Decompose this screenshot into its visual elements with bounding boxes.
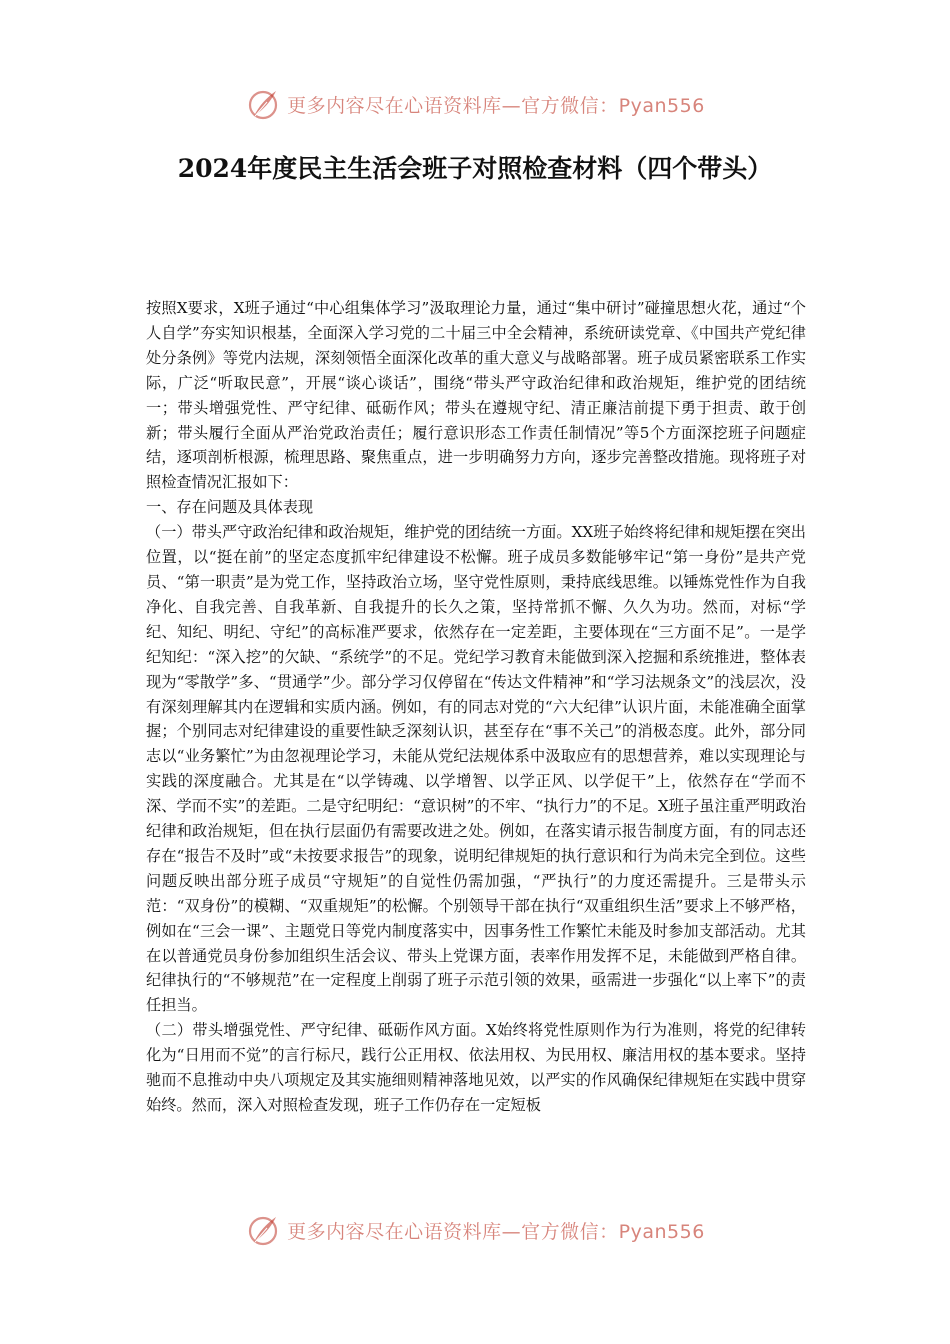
watermark-text: 更多内容尽在心语资料库—官方微信：Pyan556: [287, 1220, 705, 1243]
quill-logo-icon: [245, 1212, 281, 1248]
document-body: [146, 296, 806, 1118]
watermark-header: [0, 84, 950, 124]
watermark-text: 更多内容尽在心语资料库—官方微信：Pyan556: [287, 94, 705, 117]
document-title: 2024年度民主生活会班子对照检查材料（四个带头）: [177, 154, 773, 183]
quill-logo-icon: [245, 86, 281, 122]
section-heading: 一、存在问题及具体表现: [146, 498, 314, 517]
body-paragraph: （二）带头增强党性、严守纪律、砥砺作风方面。X始终将党性原则作为行为准则，将党的纪律转化为“日用而不觉”的言行标尺，践行公正用权、依法用权、为民用权、廉洁用权的基本要求。坚持驰而不息推动中央八项规定及其实施细则精神落地见效，以严实的作风确保纪律规矩在实践中贯穿始终。然而，深入对照检查发现，班子工作仍存在一定短板: [146, 1021, 806, 1114]
intro-paragraph: 按照X要求，X班子通过“中心组集体学习”汲取理论力量，通过“集中研讨”碰撞思想火花，通过“个人自学”夯实知识根基，全面深入学习党的二十届三中全会精神，系统研读党章、《中国共产党纪律处分条例》等党内法规，深刻领悟全面深化改革的重大意义与战略部署。班子成员紧密联系工作实际，广泛“听取民意”，开展“谈心谈话”，围绕“带头严守政治纪律和政治规矩，维护党的团结统一；带头增强党性、严守纪律、砥砺作风；带头在遵规守纪、清正廉洁前提下勇于担责、敢于创新；带头履行全面从严治党政治责任；履行意识形态工作责任制情况”等5个方面深挖班子问题症结，逐项剖析根源，梳理思路、聚焦重点，进一步明确努力方向，逐步完善整改措施。现将班子对照检查情况汇报如下：: [146, 299, 806, 492]
watermark-footer: [0, 1210, 950, 1250]
body-paragraph: （一）带头严守政治纪律和政治规矩，维护党的团结统一方面。XX班子始终将纪律和规矩摆在突出位置，以“挺在前”的坚定态度抓牢纪律建设不松懈。班子成员多数能够牢记“第一身份”是共产党员、“第一职责”是为党工作，坚持政治立场，坚守党性原则，秉持底线思维。以锤炼党性作为自我净化、自我完善、自我革新、自我提升的长久之策，坚持常抓不懈、久久为功。然而，对标“学纪、知纪、明纪、守纪”的高标准严要求，依然存在一定差距，主要体现在“三方面不足”。一是学纪知纪：“深入挖”的欠缺、“系统学”的不足。党纪学习教育未能做到深入挖掘和系统推进，整体表现为“零散学”多、“贯通学”少。部分学习仅停留在“传达文件精神”和“学习法规条文”的浅层次，没有深刻理解其内在逻辑和实质内涵。例如，有的同志对党的“六大纪律”认识片面，未能准确全面掌握；个别同志对纪律建设的重要性缺乏深刻认识，甚至存在“事不关己”的消极态度。此外，部分同志以“业务繁忙”为由忽视理论学习，未能从党纪法规体系中汲取应有的思想营养，难以实现理论与实践的深度融合。尤其是在“以学铸魂、以学增智、以学正风、以学促干”上，依然存在“学而不深、学而不实”的差距。二是守纪明纪：“意识树”的不牢、“执行力”的不足。X班子虽注重严明政治纪律和政治规矩，但在执行层面仍有需要改进之处。例如，在落实请示报告制度方面，有的同志还存在“报告不及时”或“未按要求报告”的现象，说明纪律规矩的执行意识和行为尚未完全到位。这些问题反映出部分班子成员“守规矩”的自觉性仍需加强，“严执行”的力度还需提升。三是带头示范：“双身份”的模糊、“双重规矩”的松懈。个别领导干部在执行“双重组织生活”要求上不够严格，例如在“三会一课”、主题党日等党内制度落实中，因事务性工作繁忙未能及时参加支部活动。尤其在以普通党员身份参加组织生活会议、带头上党课方面，表率作用发挥不足，未能做到严格自律。纪律执行的“不够规范”在一定程度上削弱了班子示范引领的效果，亟需进一步强化“以上率下”的责任担当。: [146, 523, 806, 1015]
